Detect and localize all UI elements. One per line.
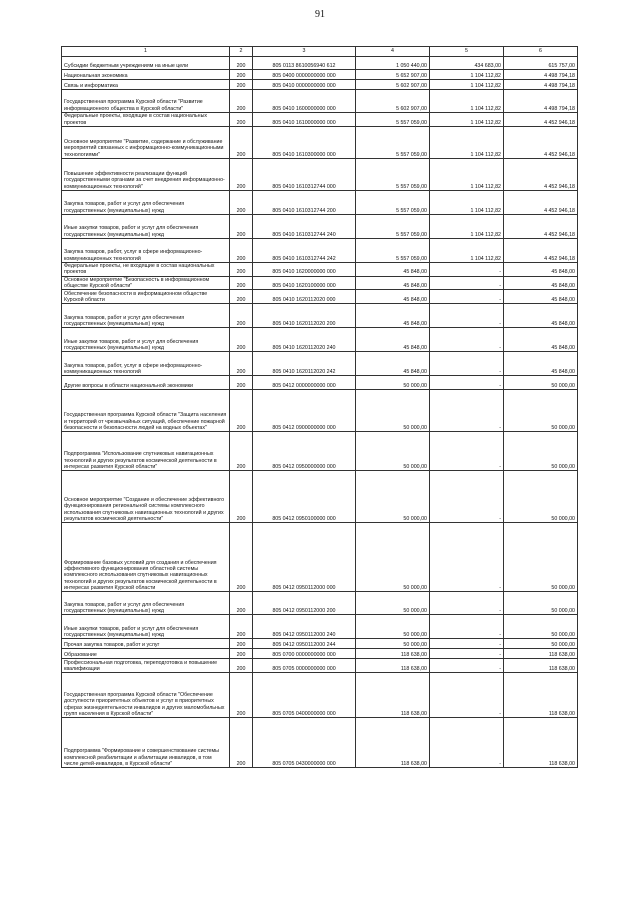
row-amount-col5: - [430,592,504,615]
row-amount-col4: 45 848,00 [356,276,430,290]
table-row [62,615,578,639]
row-amount-col5: - [430,328,504,352]
row-name: Основное мероприятие "Развитие, содержание и обслуживание мероприятий связанных с информационно-коммуникационными технологиями" [62,127,230,159]
row-group: 200 [230,276,253,290]
table-row [62,718,578,768]
row-code: 805 0412 0950112000 000 [253,523,356,592]
row-name: Формирование базовых условий для создания и обеспечения эффективного функционирования областной системы комплексного использования спутниковых навигационных технологий и других результатов космической деятельности в интересах развития Курской области [62,523,230,592]
row-amount-col4: 45 848,00 [356,304,430,328]
row-amount-col6: 4 452 946,18 [504,159,578,191]
row-name: Подпрограмма "Формирование и совершенствование системы комплексной реабилитации и абилитации инвалидов, в том числе детей-инвалидов, в Курской области" [62,718,230,768]
row-name: Прочая закупка товаров, работ и услуг [62,639,230,649]
row-amount-col6: 4 452 946,18 [504,191,578,215]
row-amount-col4: 50 000,00 [356,376,430,390]
table-row [62,90,578,113]
row-amount-col6: 50 000,00 [504,390,578,432]
row-group: 200 [230,592,253,615]
row-amount-col6: 615 757,00 [504,57,578,70]
table-row [62,328,578,352]
row-amount-col5: 1 104 112,82 [430,80,504,90]
row-amount-col4: 5 557 059,00 [356,159,430,191]
row-amount-col6: 4 452 946,18 [504,239,578,263]
row-amount-col6: 4 452 946,18 [504,215,578,239]
row-group: 200 [230,328,253,352]
row-amount-col4: 5 557 059,00 [356,215,430,239]
table-row [62,80,578,90]
row-name: Закупка товаров, работ и услуг для обеспечения государственных (муниципальных) нужд [62,304,230,328]
row-code: 805 0705 0430000000 000 [253,718,356,768]
table-row [62,113,578,127]
row-group: 200 [230,649,253,659]
row-amount-col6: 45 848,00 [504,276,578,290]
row-code: 805 0113 8610056940 612 [253,57,356,70]
row-amount-col4: 50 000,00 [356,523,430,592]
row-amount-col4: 5 602 907,00 [356,80,430,90]
row-group: 200 [230,390,253,432]
row-code: 805 0410 1610300000 000 [253,127,356,159]
table-row [62,659,578,673]
row-name: Государственная программа Курской области "Защита населения и территорий от чрезвычайных ситуаций, обеспечение пожарной безопасности и безопасности людей на водных объектах" [62,390,230,432]
row-amount-col5: - [430,718,504,768]
row-amount-col4: 5 652 907,00 [356,70,430,80]
row-name: Обеспечение безопасности в информационном обществе Курской области [62,290,230,304]
row-group: 200 [230,159,253,191]
row-group: 200 [230,615,253,639]
row-code: 805 0410 1620100000 000 [253,276,356,290]
table-row [62,523,578,592]
table-row [62,127,578,159]
row-group: 200 [230,90,253,113]
row-amount-col6: 45 848,00 [504,290,578,304]
page-number: 91 [315,9,325,20]
row-amount-col5: 1 104 112,82 [430,215,504,239]
row-amount-col4: 118 638,00 [356,718,430,768]
row-code: 805 0705 0000000000 000 [253,659,356,673]
row-amount-col6: 4 452 946,18 [504,127,578,159]
row-group: 200 [230,239,253,263]
row-group: 200 [230,215,253,239]
row-name: Связь и информатика [62,80,230,90]
row-amount-col5: - [430,649,504,659]
row-amount-col6: 118 638,00 [504,673,578,718]
row-amount-col6: 45 848,00 [504,352,578,376]
table-row [62,376,578,390]
row-code: 805 0410 1610312744 242 [253,239,356,263]
column-header-5: 5 [430,47,504,57]
row-code: 805 0412 0000000000 000 [253,376,356,390]
column-header-4: 4 [356,47,430,57]
table-row [62,191,578,215]
table-row [62,239,578,263]
row-amount-col5: 1 104 112,82 [430,127,504,159]
table-row [62,592,578,615]
row-name: Федеральные проекты, не входящие в состав национальных проектов [62,263,230,277]
table-row [62,70,578,80]
row-name: Закупка товаров, работ и услуг для обеспечения государственных (муниципальных) нужд [62,191,230,215]
row-amount-col5: - [430,276,504,290]
row-amount-col5: 1 104 112,82 [430,159,504,191]
row-amount-col6: 4 452 946,18 [504,113,578,127]
row-amount-col4: 118 638,00 [356,673,430,718]
row-name: Национальная экономика [62,70,230,80]
row-amount-col5: - [430,639,504,649]
row-group: 200 [230,70,253,80]
row-group: 200 [230,263,253,277]
row-name: Закупка товаров, работ и услуг для обеспечения государственных (муниципальных) нужд [62,592,230,615]
column-header-6: 6 [504,47,578,57]
column-header-2: 2 [230,47,253,57]
row-group: 200 [230,673,253,718]
row-amount-col4: 5 557 059,00 [356,239,430,263]
row-amount-col6: 45 848,00 [504,263,578,277]
row-group: 200 [230,127,253,159]
table-row [62,673,578,718]
row-amount-col6: 118 638,00 [504,649,578,659]
row-group: 200 [230,57,253,70]
row-amount-col5: 1 104 112,82 [430,239,504,263]
row-code: 805 0410 1610312744 200 [253,191,356,215]
row-name: Другие вопросы в области национальной экономики [62,376,230,390]
row-amount-col5: - [430,376,504,390]
row-code: 805 0410 1600000000 000 [253,90,356,113]
row-name: Государственная программа Курской области "Обеспечение доступности приоритетных объектов и услуг в приоритетных сферах жизнедеятельности инвалидов и других маломобильных групп населения в Курской области" [62,673,230,718]
row-code: 805 0412 0950112000 240 [253,615,356,639]
row-amount-col5: 1 104 112,82 [430,70,504,80]
row-group: 200 [230,659,253,673]
row-amount-col4: 5 557 059,00 [356,191,430,215]
row-name: Повышение эффективности реализации функций государственными органами за счет внедрения информационно-коммуникационных технологий" [62,159,230,191]
row-code: 805 0410 1620112020 200 [253,304,356,328]
row-amount-col5: - [430,304,504,328]
row-name: Основное мероприятие "Безопасность в информационном обществе Курской области" [62,276,230,290]
row-name: Профессиональная подготовка, переподготовка и повышение квалификации [62,659,230,673]
row-amount-col4: 50 000,00 [356,639,430,649]
row-name: Государственная программа Курской области "Развитие информационного общества в Курской области" [62,90,230,113]
row-amount-col4: 50 000,00 [356,390,430,432]
table-row [62,352,578,376]
table-row [62,263,578,277]
row-name: Иные закупки товаров, работ и услуг для обеспечения государственных (муниципальных) нужд [62,615,230,639]
row-amount-col6: 118 638,00 [504,659,578,673]
row-amount-col5: 1 104 112,82 [430,113,504,127]
column-header-3: 3 [253,47,356,57]
row-name: Федеральные проекты, входящие в состав национальных проектов [62,113,230,127]
row-amount-col5: - [430,352,504,376]
row-name: Подпрограмма "Использование спутниковых навигационных технологий и других результатов космической деятельности в интересах развития Курской области" [62,432,230,471]
row-amount-col4: 45 848,00 [356,328,430,352]
table-row [62,649,578,659]
row-amount-col6: 50 000,00 [504,615,578,639]
table-row [62,639,578,649]
row-amount-col6: 50 000,00 [504,432,578,471]
row-code: 805 0412 0950000000 000 [253,432,356,471]
row-amount-col5: - [430,471,504,523]
row-code: 805 0400 0000000000 000 [253,70,356,80]
row-group: 200 [230,471,253,523]
row-name: Образование [62,649,230,659]
row-amount-col4: 50 000,00 [356,615,430,639]
row-code: 805 0705 0400000000 000 [253,673,356,718]
row-amount-col4: 50 000,00 [356,471,430,523]
row-code: 805 0412 0950100000 000 [253,471,356,523]
row-name: Закупка товаров, работ, услуг в сфере информационно-коммуникационных технологий [62,352,230,376]
row-amount-col4: 50 000,00 [356,592,430,615]
row-name: Закупка товаров, работ, услуг в сфере информационно-коммуникационных технологий [62,239,230,263]
row-group: 200 [230,523,253,592]
row-amount-col4: 45 848,00 [356,352,430,376]
row-amount-col5: - [430,290,504,304]
row-amount-col5: 434 683,00 [430,57,504,70]
row-code: 805 0412 0950112000 244 [253,639,356,649]
row-amount-col4: 45 848,00 [356,290,430,304]
budget-table [61,46,578,768]
row-group: 200 [230,304,253,328]
row-code: 805 0410 1610000000 000 [253,113,356,127]
row-amount-col4: 5 557 059,00 [356,113,430,127]
row-group: 200 [230,718,253,768]
row-name: Субсидии бюджетным учреждениям на иные цели [62,57,230,70]
row-code: 805 0410 1620112020 242 [253,352,356,376]
row-amount-col4: 45 848,00 [356,263,430,277]
row-code: 805 0410 1610312744 000 [253,159,356,191]
row-amount-col4: 118 638,00 [356,659,430,673]
row-group: 200 [230,432,253,471]
row-name: Основное мероприятие "Создание и обеспечение эффективного функционирования региональной системы комплексного использования спутниковых навигационных технологий и других результатов космической деятельности" [62,471,230,523]
row-code: 805 0700 0000000000 000 [253,649,356,659]
row-code: 805 0410 0000000000 000 [253,80,356,90]
table-row [62,471,578,523]
table-row [62,57,578,70]
row-amount-col6: 50 000,00 [504,523,578,592]
row-group: 200 [230,191,253,215]
table-row [62,432,578,471]
row-amount-col6: 45 848,00 [504,304,578,328]
row-amount-col6: 118 638,00 [504,718,578,768]
row-amount-col6: 50 000,00 [504,471,578,523]
row-amount-col6: 4 498 794,18 [504,70,578,80]
row-amount-col5: 1 104 112,82 [430,90,504,113]
table-row [62,276,578,290]
row-amount-col4: 118 638,00 [356,649,430,659]
table-row [62,390,578,432]
row-amount-col4: 1 050 440,00 [356,57,430,70]
row-amount-col6: 50 000,00 [504,376,578,390]
row-group: 200 [230,376,253,390]
row-amount-col5: - [430,390,504,432]
row-code: 805 0412 0900000000 000 [253,390,356,432]
row-code: 805 0410 1610312744 240 [253,215,356,239]
table-row [62,304,578,328]
row-amount-col6: 4 498 794,18 [504,90,578,113]
row-code: 805 0412 0950112000 200 [253,592,356,615]
row-amount-col6: 4 498 794,18 [504,80,578,90]
row-amount-col5: - [430,432,504,471]
row-group: 200 [230,639,253,649]
row-amount-col6: 45 848,00 [504,328,578,352]
row-amount-col5: - [430,263,504,277]
row-name: Иные закупки товаров, работ и услуг для обеспечения государственных (муниципальных) нужд [62,328,230,352]
row-code: 805 0410 1620112020 000 [253,290,356,304]
table-header-row [62,47,578,57]
row-group: 200 [230,113,253,127]
table-row [62,159,578,191]
row-amount-col5: - [430,673,504,718]
row-amount-col5: 1 104 112,82 [430,191,504,215]
row-amount-col5: - [430,523,504,592]
row-amount-col5: - [430,659,504,673]
row-code: 805 0410 1620000000 000 [253,263,356,277]
row-name: Иные закупки товаров, работ и услуг для обеспечения государственных (муниципальных) нужд [62,215,230,239]
row-code: 805 0410 1620112020 240 [253,328,356,352]
row-amount-col6: 50 000,00 [504,592,578,615]
row-amount-col6: 50 000,00 [504,639,578,649]
row-amount-col4: 5 602 907,00 [356,90,430,113]
row-amount-col4: 50 000,00 [356,432,430,471]
table-row [62,290,578,304]
row-amount-col4: 5 557 059,00 [356,127,430,159]
row-amount-col5: - [430,615,504,639]
table-row [62,215,578,239]
row-group: 200 [230,290,253,304]
row-group: 200 [230,80,253,90]
column-header-1: 1 [62,47,230,57]
row-group: 200 [230,352,253,376]
